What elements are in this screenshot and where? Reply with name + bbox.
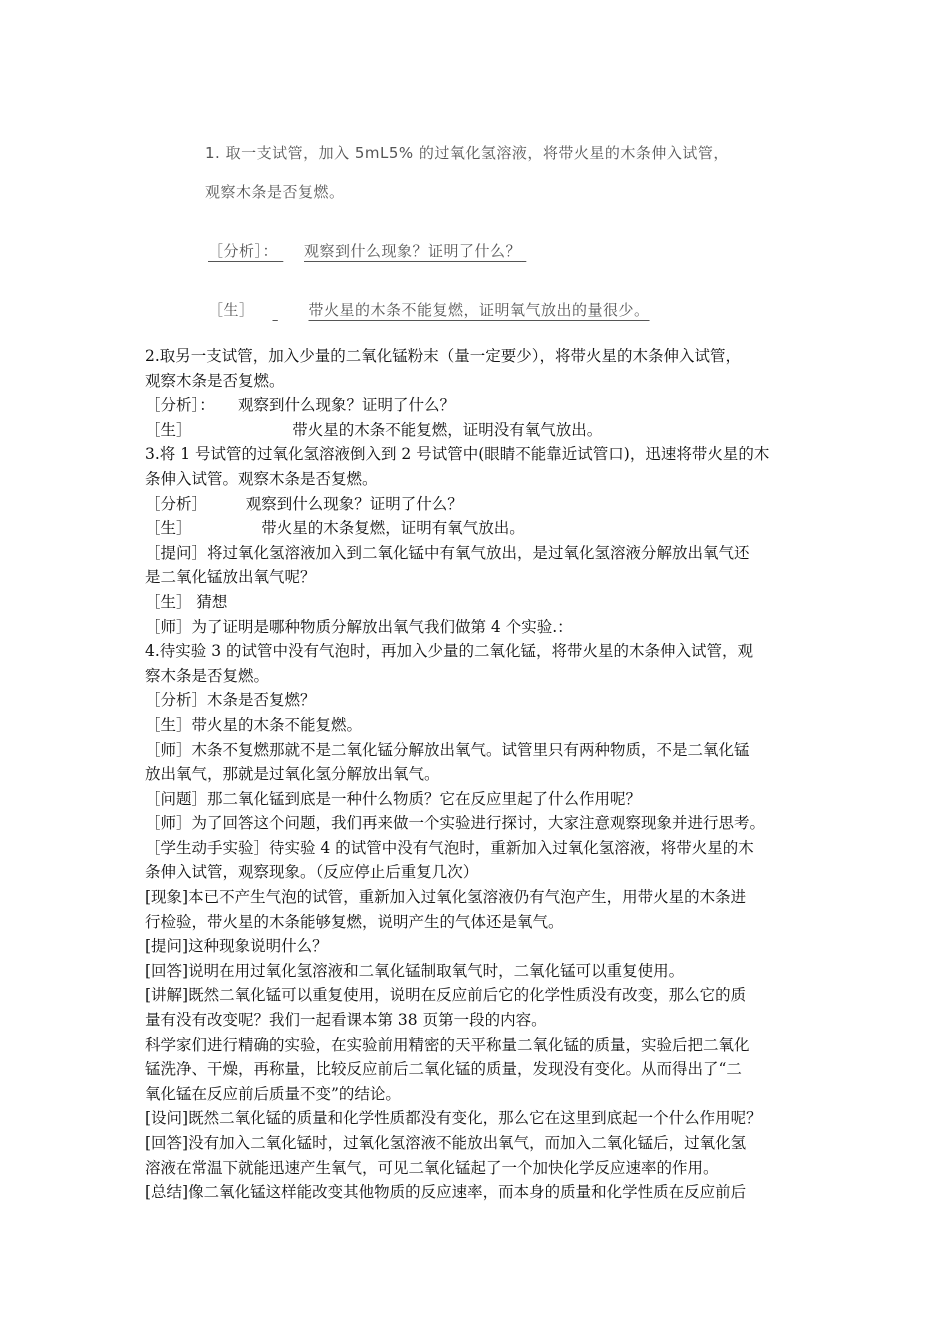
text-line: ［师］为了证明是哪种物质分解放出氧气我们做第 4 个实验.： <box>145 617 573 636</box>
text-line: 科学家们进行精确的实验，在实验前用精密的天平称量二氧化锰的质量，实验后把二氧化 <box>145 1035 750 1054</box>
student-tag: ［生］ <box>208 301 255 319</box>
text-line: ［师］木条不复燃那就不是二氧化锰分解放出氧气。试管里只有两种物质，不是二氧化锰 <box>145 740 750 759</box>
student-line <box>208 299 650 320</box>
text-line: 锰洗净、干燥，再称量，比较反应前后二氧化锰的质量，发现没有变化。从而得出了“二 <box>145 1060 742 1079</box>
step1-line1: 1. 取一支试管，加入 5mL5% 的过氧化氢溶液，将带火星的木条伸入试管， <box>205 144 729 162</box>
text-line: 行检验，带火星的木条能够复燃，说明产生的气体还是氧气。 <box>145 912 564 931</box>
text-line: 是二氧化锰放出氧气呢？ <box>145 568 316 587</box>
underline-gap <box>273 301 309 319</box>
text-line: ［分析］木条是否复燃？ <box>145 691 316 710</box>
step1-line2: 观察木条是否复燃。 <box>205 183 345 201</box>
text-line: ［生］ 带火星的木条复燃，证明有氧气放出。 <box>145 519 525 538</box>
text-line: ［生］ 猜想 <box>145 592 228 611</box>
text-line: ［学生动手实验］待实验 4 的试管中没有气泡时，重新加入过氧化氢溶液，将带火星的木 <box>145 838 754 857</box>
text-line: 溶液在常温下就能迅速产生氧气，可见二氧化锰起了一个加快化学反应速率的作用。 <box>145 1158 719 1177</box>
text-line: [提问]这种现象说明什么？ <box>145 937 328 956</box>
text-line: ［生］ 带火星的木条不能复燃，证明没有氧气放出。 <box>145 420 603 439</box>
analysis-text: 观察到什么现象？证明了什么？ <box>304 242 522 260</box>
text-line: ［师］为了回答这个问题，我们再来做一个实验进行探讨，大家注意观察现象并进行思考。 <box>145 814 766 833</box>
text-line: [设问]既然二氧化锰的质量和化学性质都没有变化，那么它在这里到底起一个什么作用呢？ <box>145 1109 762 1128</box>
text-line: [现象]本已不产生气泡的试管，重新加入过氧化氢溶液仍有气泡产生，用带火星的木条进 <box>145 888 747 907</box>
underline-gap <box>278 242 304 260</box>
text-line: 3.将 1 号试管的过氧化氢溶液倒入到 2 号试管中(眼睛不能靠近试管口)，迅速将带火星的木 <box>145 445 770 464</box>
analysis-tag: ［分析］： <box>208 242 279 260</box>
underline-gap <box>521 242 529 260</box>
text-line: ［生］带火星的木条不能复燃。 <box>145 715 363 734</box>
text-line: [回答]说明在用过氧化氢溶液和二氧化锰制取氧气时，二氧化锰可以重复使用。 <box>145 961 685 980</box>
text-line: ［问题］那二氧化锰到底是一种什么物质？它在反应里起了什么作用呢？ <box>145 789 642 808</box>
text-line: 观察木条是否复燃。 <box>145 371 285 390</box>
text-line: [总结]像二氧化锰这样能改变其他物质的反应速率，而本身的质量和化学性质在反应前后 <box>145 1183 747 1202</box>
text-line: [讲解]既然二氧化锰可以重复使用，说明在反应前后它的化学性质没有改变，那么它的质 <box>145 986 747 1005</box>
text-line: 放出氧气，那就是过氧化氢分解放出氧气。 <box>145 765 440 784</box>
text-line: 条伸入试管，观察现象。（反应停止后重复几次） <box>145 863 479 882</box>
text-line: 2.取另一支试管，加入少量的二氧化锰粉末（量一定要少），将带火星的木条伸入试管， <box>145 347 742 365</box>
text-line: 量有没有改变呢？我们一起看课本第 38 页第一段的内容。 <box>145 1011 547 1030</box>
text-line: [回答]没有加入二氧化锰时，过氧化氢溶液不能放出氧气，而加入二氧化锰后，过氧化氢 <box>145 1134 747 1152</box>
scanned-image-block <box>0 0 950 340</box>
text-line: ［分析］： 观察到什么现象？证明了什么？ <box>145 396 456 415</box>
text-line: ［提问］将过氧化氢溶液加入到二氧化锰中有氧气放出，是过氧化氢溶液分解放出氧气还 <box>145 543 750 562</box>
student-text: 带火星的木条不能复燃，证明氧气放出的量很少。 <box>308 301 650 319</box>
text-line: ［分析］ 观察到什么现象？证明了什么？ <box>145 494 463 513</box>
text-line: 氧化锰在反应前后质量不变”的结论。 <box>145 1084 401 1103</box>
analysis-line <box>208 240 529 261</box>
document-body <box>145 344 810 1205</box>
text-line: 条伸入试管。观察木条是否复燃。 <box>145 469 378 488</box>
text-line: 察木条是否复燃。 <box>145 666 270 685</box>
text-line: 4.待实验 3 的试管中没有气泡时，再加入少量的二氧化锰，将带火星的木条伸入试管，观 <box>145 642 754 661</box>
